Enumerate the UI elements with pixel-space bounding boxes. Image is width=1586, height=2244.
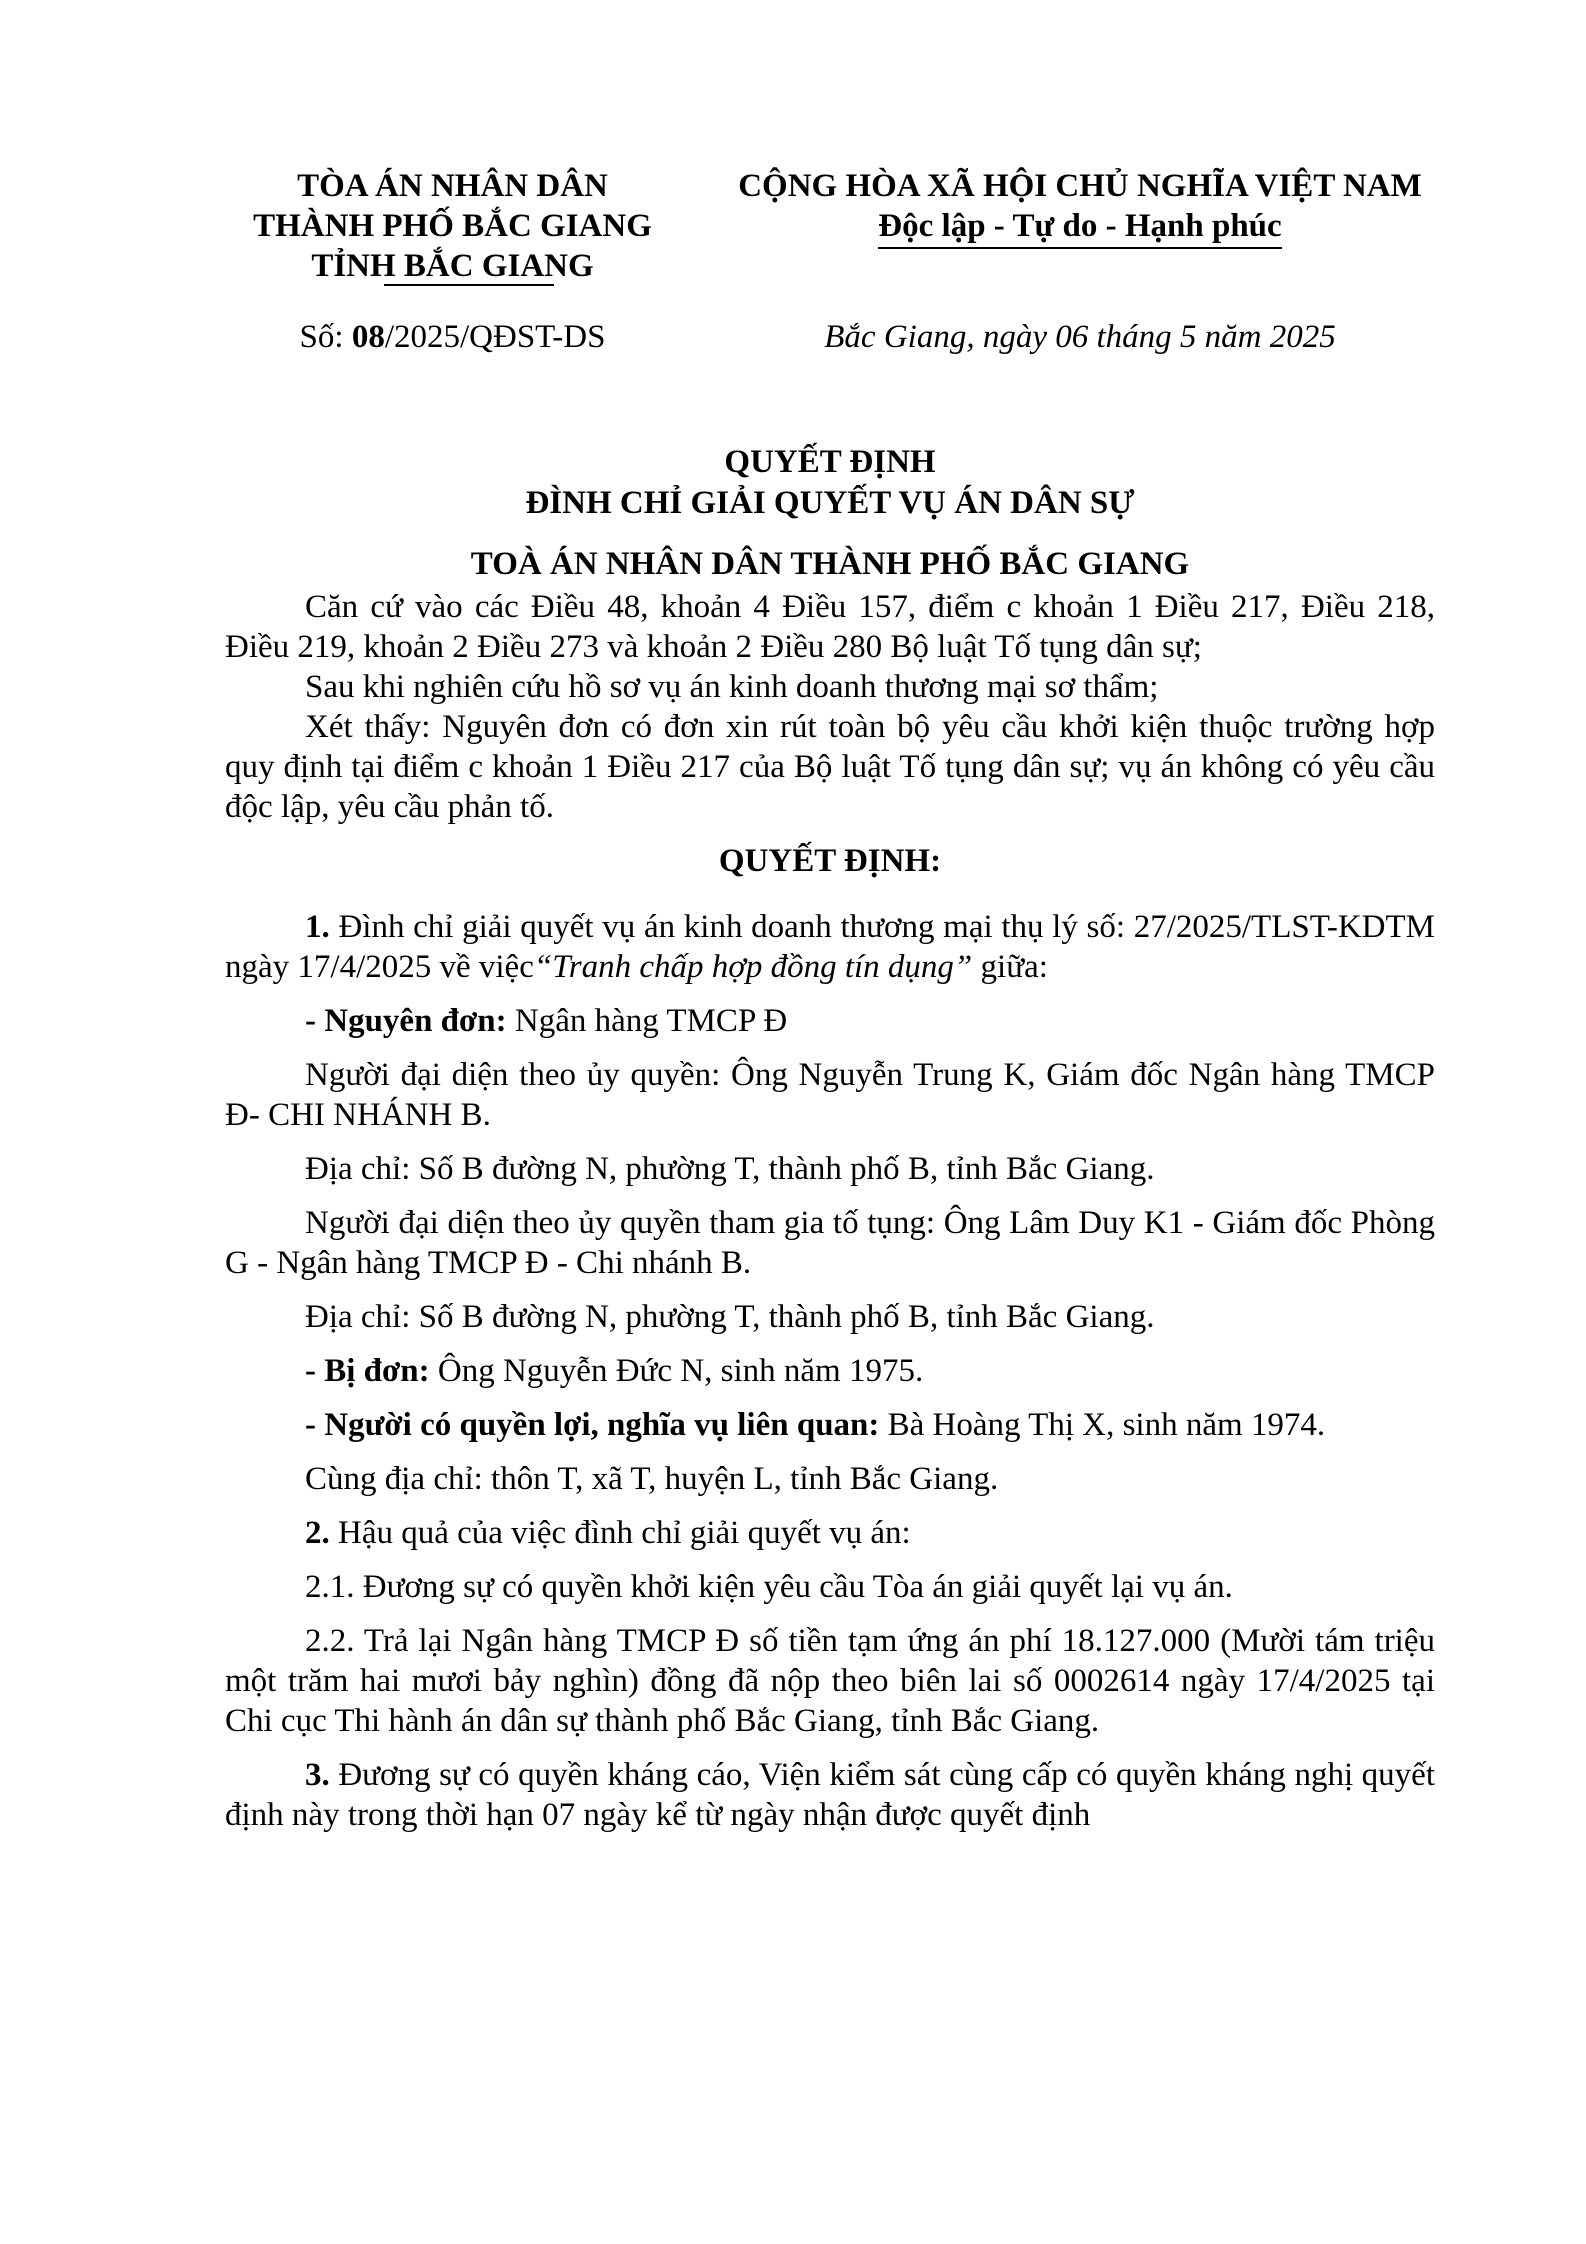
litigation-representative-address: Địa chỉ: Số B đường N, phường T, thành phố B, tỉnh Bắc Giang.: [305, 1299, 1155, 1335]
plaintiff-line: - Nguyên đơn: Ngân hàng TMCP Đ: [305, 1003, 788, 1039]
paragraph-review: Sau khi nghiên cứu hồ sơ vụ án kinh doanh thương mại sơ thẩm;: [305, 669, 1159, 705]
shared-address: Cùng địa chỉ: thôn T, xã T, huyện L, tỉnh Bắc Giang.: [305, 1461, 999, 1497]
litigation-representative: Người đại diện theo ủy quyền tham gia tố tụng: Ông Lâm Duy K1 - Giám đốc Phòng G - Ngân hàng TMCP Đ - Chi nhánh B.: [225, 1205, 1435, 1281]
court-name-line3: TỈNH BẮC GIANG: [311, 248, 594, 284]
national-name: CỘNG HÒA XÃ HỘI CHỦ NGHĨA VIỆT NAM: [738, 168, 1422, 204]
document-subtitle: ĐÌNH CHỈ GIẢI QUYẾT VỤ ÁN DÂN SỰ: [525, 485, 1135, 521]
court-header: [225, 166, 680, 286]
court-name-line2: THÀNH PHỐ BẮC GIANG: [253, 208, 652, 244]
issuing-court: TOÀ ÁN NHÂN DÂN THÀNH PHỐ BẮC GIANG: [470, 546, 1190, 582]
document-body: [225, 587, 1435, 1835]
plaintiff-representative: Người đại diện theo ủy quyền: Ông Nguyễn Trung K, Giám đốc Ngân hàng TMCP Đ- CHI NHÁNH B.: [225, 1057, 1435, 1133]
plaintiff-address: Địa chỉ: Số B đường N, phường T, thành phố B, tỉnh Bắc Giang.: [305, 1151, 1155, 1187]
defendant-line: - Bị đơn: Ông Nguyễn Đức N, sinh năm 1975.: [305, 1353, 924, 1389]
court-name-line1: TÒA ÁN NHÂN DÂN: [297, 168, 608, 204]
paragraph-item-2: 2. Hậu quả của việc đình chỉ giải quyết vụ án:: [305, 1515, 911, 1551]
place-date: Bắc Giang, ngày 06 tháng 5 năm 2025: [824, 319, 1336, 355]
decision-heading: QUYẾT ĐỊNH:: [718, 843, 942, 879]
national-header: [700, 166, 1460, 246]
paragraph-item-2-2: 2.2. Trả lại Ngân hàng TMCP Đ số tiền tạm ứng án phí 18.127.000 (Mười tám triệu một trăm hai mươi bảy nghìn) đồng đã nộp theo biên lai số 0002614 ngày 17/4/2025 tại Chi cục Thi hành án dân sự thành phố Bắc Giang, tỉnh Bắc Giang.: [225, 1623, 1435, 1739]
related-party-line: - Người có quyền lợi, nghĩa vụ liên quan: Bà Hoàng Thị X, sinh năm 1974.: [305, 1407, 1326, 1443]
paragraph-item-2-1: 2.1. Đương sự có quyền khởi kiện yêu cầu Tòa án giải quyết lại vụ án.: [305, 1569, 1233, 1605]
court-header-underline: [384, 284, 554, 286]
national-motto: Độc lập - Tự do - Hạnh phúc: [878, 208, 1282, 244]
paragraph-finding: Xét thấy: Nguyên đơn có đơn xin rút toàn bộ yêu cầu khởi kiện thuộc trường hợp quy định tại điểm c khoản 1 Điều 217 của Bộ luật Tố tụng dân sự; vụ án không có yêu cầu độc lập, yêu cầu phản tố.: [225, 709, 1435, 825]
document-title: QUYẾT ĐỊNH: [724, 444, 936, 480]
paragraph-legal-basis: Căn cứ vào các Điều 48, khoản 4 Điều 157, điểm c khoản 1 Điều 217, Điều 218, Điều 219, khoản 2 Điều 273 và khoản 2 Điều 280 Bộ luật Tố tụng dân sự;: [225, 589, 1435, 665]
paragraph-item-3: 3. Đương sự có quyền kháng cáo, Viện kiểm sát cùng cấp có quyền kháng nghị quyết định này trong thời hạn 07 ngày kể từ ngày nhận được quyết định: [225, 1757, 1436, 1833]
decision-number: Số: 08/2025/QĐST-DS: [299, 319, 606, 355]
paragraph-item-1: 1. Đình chỉ giải quyết vụ án kinh doanh thương mại thụ lý số: 27/2025/TLST-KDTM ngày 17/4/2025 về việc“Tranh chấp hợp đồng tín dụng” giữa:: [225, 909, 1436, 985]
